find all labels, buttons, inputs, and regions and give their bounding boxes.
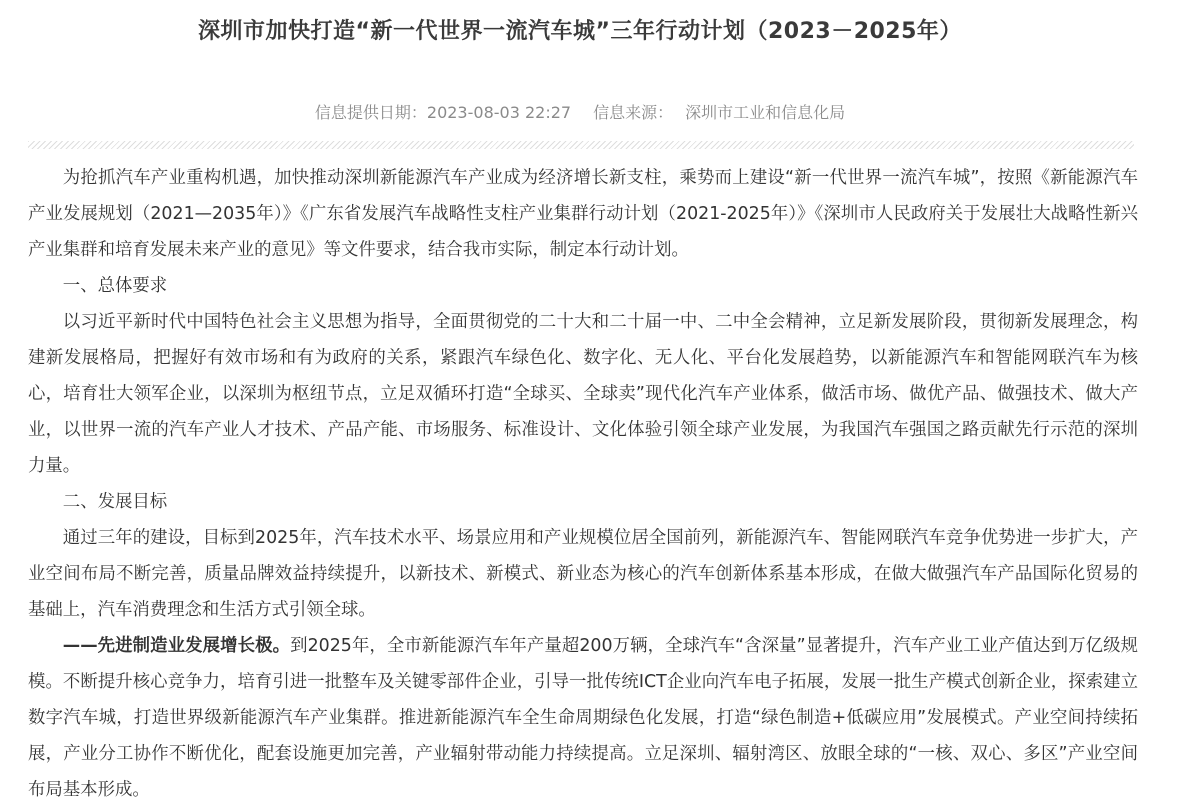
- page-title: 深圳市加快打造“新一代世界一流汽车城”三年行动计划（2023－2025年）: [198, 19, 962, 44]
- goal-1-body: 到2025年，全市新能源汽车年产量超200万辆，全球汽车“含深量”显著提升，汽车产业工业产值达到万亿级规模。不断提升核心竞争力，培育引进一批整车及关键零部件企业，引导一批传统ICT企业向汽车电子拓展，发展一批生产模式创新企业，探索建立数字汽车城，打造世界级新能源汽车产业集群。推进新能源汽车全生命周期绿色化发展，打造“绿色制造+低碳应用”发展模式。产业空间持续拓展，产业分工协作不断优化，配套设施更加完善，产业辐射带动能力持续提高。立足深圳、辐射湾区、放眼全球的“一核、双心、多区”产业空间布局基本形成。: [28, 636, 1138, 800]
- source-label: 信息来源：: [593, 103, 674, 122]
- divider: [28, 141, 1134, 149]
- section-heading-1: 一、总体要求: [62, 276, 168, 296]
- paragraph-section-1: 以习近平新时代中国特色社会主义思想为指导，全面贯彻党的二十大和二十届一中、二中全会精神，立足新发展阶段，贯彻新发展理念，构建新发展格局，把握好有效市场和有为政府的关系，紧跟汽车绿色化、数字化、无人化、平台化发展趋势，以新能源汽车和智能网联汽车为核心，培育壮大领军企业，以深圳为枢纽节点，立足双循环打造“全球买、全球卖”现代化汽车产业体系，做活市场、做优产品、做强技术、做大产业，以世界一流的汽车产业人才技术、产品产能、市场服务、标准设计、文化体验引领全球产业发展，为我国汽车强国之路贡献先行示范的深圳力量。: [28, 312, 1138, 476]
- article-body: [28, 160, 1138, 808]
- date-value: 2023-08-03 22:27: [426, 103, 572, 122]
- source-value: 深圳市工业和信息化局: [685, 103, 846, 122]
- paragraph-goal-1: [28, 628, 1138, 808]
- goal-1-lead: ——先进制造业发展增长极。: [62, 636, 291, 656]
- paragraph-section-2: 通过三年的建设，目标到2025年，汽车技术水平、场景应用和产业规模位居全国前列，新能源汽车、智能网联汽车竞争优势进一步扩大，产业空间布局不断完善，质量品牌效益持续提升，以新技术、新模式、新业态为核心的汽车创新体系基本形成，在做大做强汽车产品国际化贸易的基础上，汽车消费理念和生活方式引领全球。: [28, 528, 1138, 620]
- article-meta: [0, 100, 1160, 123]
- section-heading-2: 二、发展目标: [62, 492, 168, 512]
- date-label: 信息提供日期：: [314, 103, 427, 122]
- paragraph-intro: 为抢抓汽车产业重构机遇，加快推动深圳新能源汽车产业成为经济增长新支柱，乘势而上建设“新一代世界一流汽车城”，按照《新能源汽车产业发展规划（2021—2035年）》《广东省发展汽车战略性支柱产业集群行动计划（2021-2025年）》《深圳市人民政府关于发展壮大战略性新兴产业集群和培育发展未来产业的意见》等文件要求，结合我市实际，制定本行动计划。: [28, 168, 1138, 260]
